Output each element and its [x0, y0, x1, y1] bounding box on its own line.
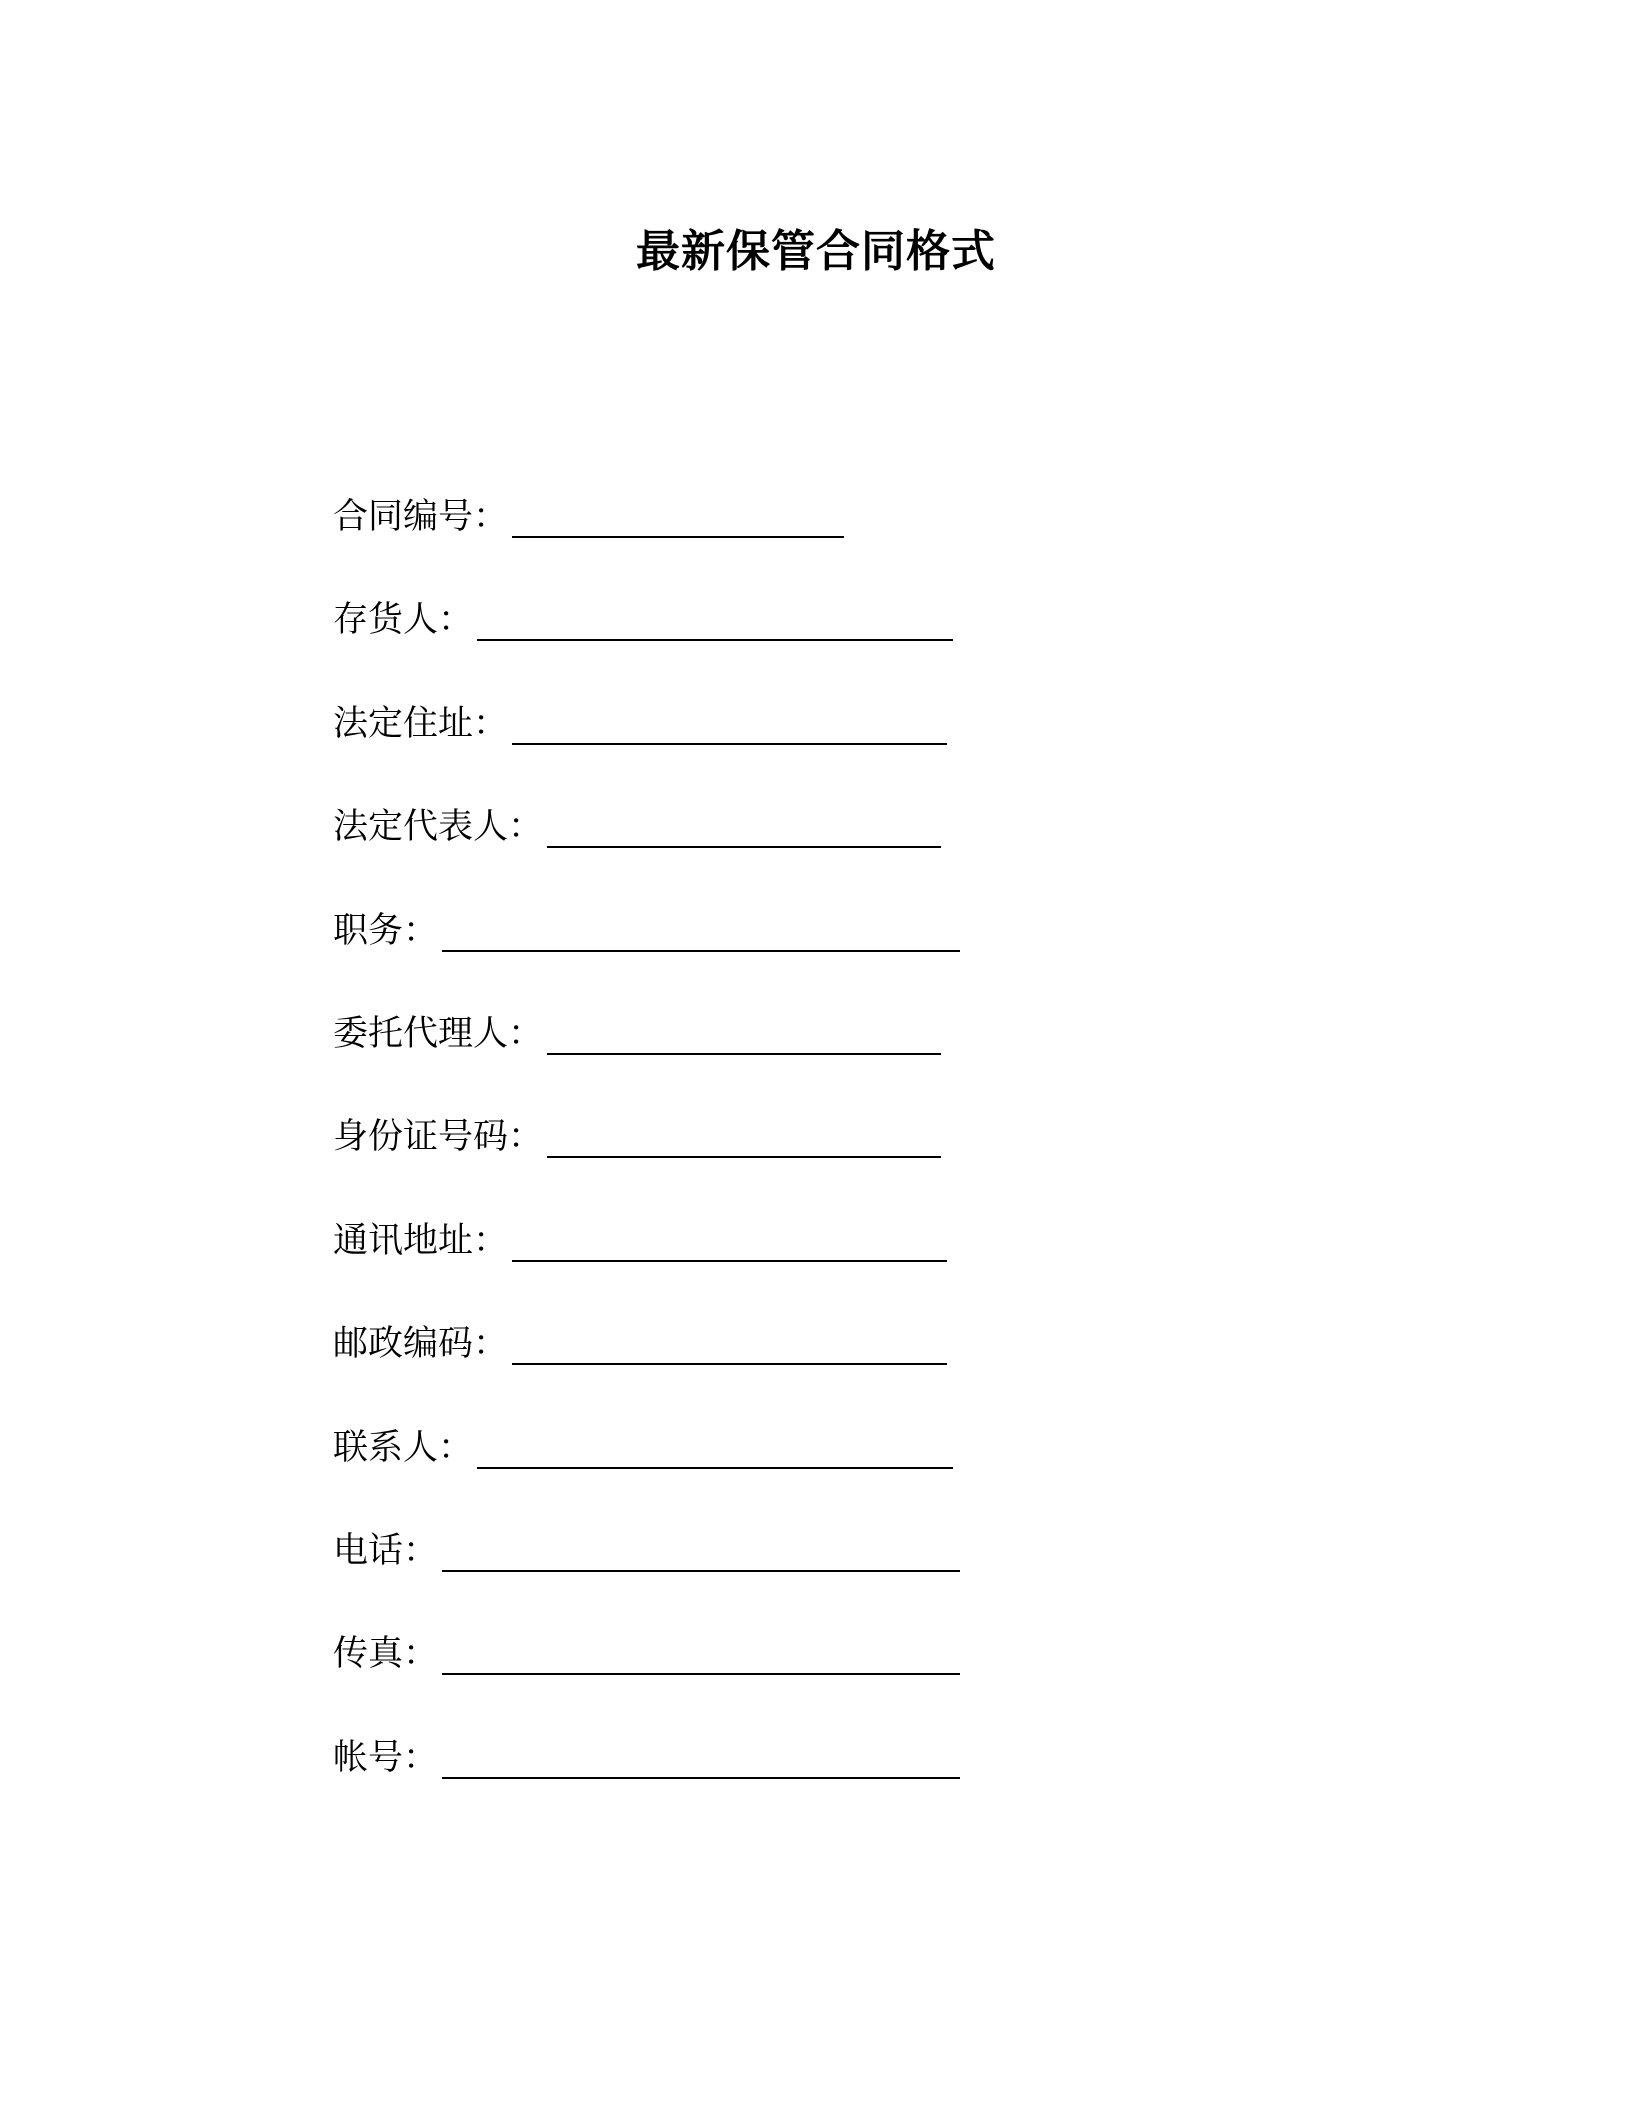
field-label: 法定住址：: [333, 703, 509, 744]
field-label: 通讯地址：: [333, 1220, 509, 1261]
field-label: 法定代表人：: [333, 807, 544, 848]
field-label: 电话：: [333, 1530, 439, 1571]
field-legal-address: [333, 699, 1333, 802]
blank-line: [512, 1319, 947, 1365]
field-label: 委托代理人：: [333, 1013, 544, 1054]
blank-line: [512, 699, 947, 745]
field-account-number: [333, 1733, 1333, 1836]
field-postal-code: [333, 1319, 1333, 1422]
field-fax: [333, 1629, 1333, 1732]
blank-line: [442, 1733, 960, 1779]
field-authorized-agent: [333, 1009, 1333, 1112]
blank-line: [547, 1009, 941, 1055]
field-phone: [333, 1526, 1333, 1629]
blank-line: [512, 1216, 947, 1262]
field-label: 联系人：: [333, 1427, 474, 1468]
blank-line: [442, 1629, 960, 1675]
blank-line: [547, 802, 941, 848]
blank-line: [477, 1423, 953, 1469]
field-label: 身份证号码：: [333, 1117, 544, 1158]
blank-line: [547, 1112, 941, 1158]
blank-line: [512, 492, 844, 538]
field-contract-number: [333, 492, 1333, 595]
field-depositor: [333, 595, 1333, 698]
field-position: [333, 906, 1333, 1009]
document-title: 最新保管合同格式: [636, 226, 996, 277]
field-label: 帐号：: [333, 1737, 439, 1778]
field-mailing-address: [333, 1216, 1333, 1319]
blank-line: [477, 595, 953, 641]
field-label: 邮政编码：: [333, 1324, 509, 1365]
contract-fields: [333, 492, 1333, 1836]
field-label: 存货人：: [333, 600, 474, 641]
field-legal-representative: [333, 802, 1333, 905]
field-label: 职务：: [333, 910, 439, 951]
blank-line: [442, 906, 960, 952]
field-id-number: [333, 1112, 1333, 1215]
field-label: 传真：: [333, 1634, 439, 1675]
field-contact-person: [333, 1423, 1333, 1526]
field-label: 合同编号：: [333, 497, 509, 537]
blank-line: [442, 1526, 960, 1572]
